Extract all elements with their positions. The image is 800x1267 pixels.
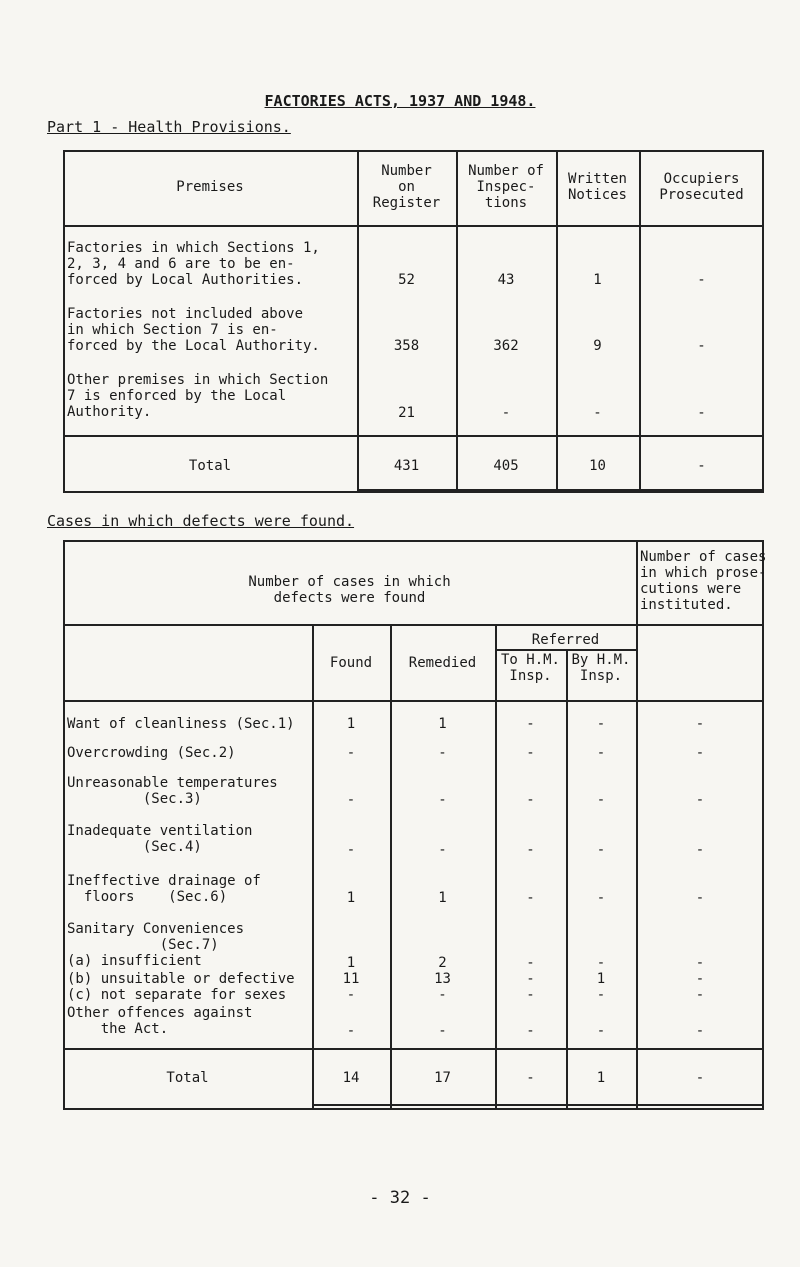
table-cell: - (346, 987, 356, 1003)
table-cell: - (526, 1023, 535, 1039)
table-cell: - (526, 745, 535, 761)
table-cell: 13 (434, 971, 451, 987)
header-written-notices: Written Notices (567, 171, 627, 203)
header-number-on-register: Number on Register (372, 163, 441, 211)
table-cell: - (438, 842, 447, 858)
table-cell: 43 (497, 272, 515, 288)
table-cell: 1 (593, 272, 602, 288)
table-cell: - (438, 987, 447, 1003)
table-cell: - (697, 338, 706, 354)
table-cell: - (346, 1023, 356, 1039)
document-title: FACTORIES ACTS, 1937 AND 1948. (264, 92, 536, 110)
table-cell: - (695, 987, 705, 1003)
table-cell: 11 (342, 971, 360, 987)
table-cell: 362 (493, 338, 519, 354)
table-cell: 9 (593, 338, 602, 354)
table-cell: - (526, 971, 535, 987)
part-subtitle: Part 1 - Health Provisions. (47, 118, 291, 136)
table-cell: - (346, 842, 356, 858)
table-cell: 2 (438, 955, 447, 971)
header-defects-found: Number of cases in which defects were found (248, 574, 451, 606)
table-cell: 1 (596, 971, 606, 987)
total-cell: 1 (596, 1070, 606, 1086)
table-row-label: Overcrowding (Sec.2) (67, 745, 236, 761)
table-cell: - (438, 745, 447, 761)
table-cell: - (695, 792, 705, 808)
table-cell: - (346, 792, 356, 808)
total-cell: - (697, 458, 706, 474)
header-remedied: Remedied (408, 655, 477, 671)
table-cell: - (695, 971, 705, 987)
total-cell: 405 (493, 458, 519, 474)
table-cell: - (596, 987, 606, 1003)
table-cell: - (695, 842, 705, 858)
table-cell: - (526, 890, 535, 906)
total-cell: 14 (342, 1070, 360, 1086)
table-cell: - (526, 716, 535, 732)
table-cell: - (596, 716, 606, 732)
table-row-label: (b) unsuitable or defective (67, 971, 295, 987)
table-cell: - (596, 955, 606, 971)
table-cell: 1 (346, 716, 356, 732)
table-cell: - (695, 955, 705, 971)
table-cell: 21 (398, 405, 415, 421)
header-prosecutions: Number of cases in which prose- cutions were instituted. (640, 549, 767, 613)
table-cell: 1 (438, 890, 447, 906)
table-cell: - (596, 842, 606, 858)
table-cell: - (438, 792, 447, 808)
table-row-label: Inadequate ventilation (Sec.4) (67, 823, 253, 855)
header-occupiers-prosecuted: Occupiers Prosecuted (659, 171, 744, 203)
total-cell: 10 (589, 458, 606, 474)
table-row-label: Factories not included above in which Section 7 is en- forced by the Local Authority. (67, 306, 320, 354)
total-label: Total (166, 1070, 209, 1086)
table-row-label: (c) not separate for sexes (67, 987, 287, 1003)
header-number-of-inspections: Number of Inspec- tions (468, 163, 544, 211)
table-cell: - (695, 716, 705, 732)
header-referred: Referred (531, 632, 600, 648)
table-cell: - (526, 842, 535, 858)
table-cell: - (695, 890, 705, 906)
table-row-label: Unreasonable temperatures (Sec.3) (67, 775, 278, 807)
table-cell: 52 (398, 272, 415, 288)
header-by-hm-insp: By H.M. Insp. (571, 652, 631, 684)
table-cell: - (526, 955, 535, 971)
table-cell: - (596, 792, 606, 808)
table-cell: - (596, 745, 606, 761)
table-cell: - (501, 405, 511, 421)
table-cell: - (695, 1023, 705, 1039)
table-cell: - (596, 1023, 606, 1039)
table-cell: - (697, 272, 706, 288)
table-cell: - (438, 1023, 447, 1039)
table-cell: 1 (346, 955, 356, 971)
table-cell: - (346, 745, 356, 761)
table-cell: - (695, 745, 705, 761)
section-title: Cases in which defects were found. (47, 512, 355, 530)
table-row-label: Other premises in which Section 7 is enforced by the Local Authority. (67, 372, 329, 420)
table-cell: 1 (438, 716, 447, 732)
total-cell: - (526, 1070, 535, 1086)
total-cell: - (695, 1070, 705, 1086)
page-number: - 32 - (369, 1188, 431, 1208)
header-premises: Premises (176, 179, 244, 195)
table-row-label: Factories in which Sections 1, 2, 3, 4 and 6 are to be en- forced by Local Authorities. (67, 240, 320, 288)
table-row-label: Ineffective drainage of floors (Sec.6) (67, 873, 261, 905)
table-row-label: Sanitary Conveniences (Sec.7) (a) insufficient (67, 921, 245, 969)
table-row-label: Other offences against the Act. (67, 1005, 253, 1037)
table-row-label: Want of cleanliness (Sec.1) (67, 716, 295, 732)
table-cell: - (697, 405, 706, 421)
table-cell: - (526, 987, 535, 1003)
table-cell: - (596, 890, 606, 906)
table-cell: 358 (393, 338, 420, 354)
table-cell: - (593, 405, 602, 421)
table-cell: - (526, 792, 535, 808)
total-cell: 431 (393, 458, 420, 474)
total-label: Total (188, 458, 232, 474)
table-cell: 1 (346, 890, 356, 906)
total-cell: 17 (434, 1070, 451, 1086)
header-found: Found (329, 655, 373, 671)
header-to-hm-insp: To H.M. Insp. (500, 652, 560, 684)
